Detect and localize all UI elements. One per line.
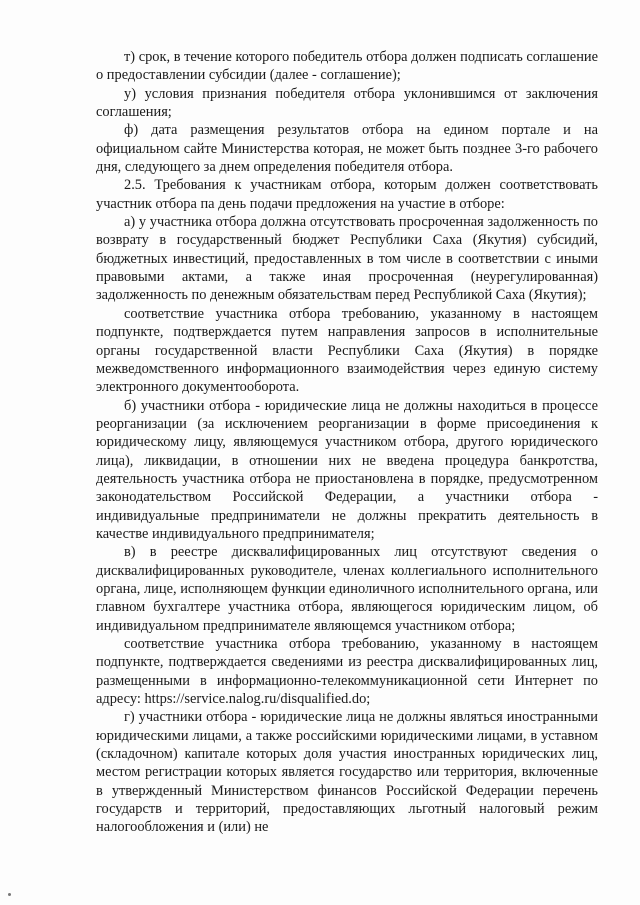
paragraph-item-u: у) условия признания победителя отбора уклонившимся от заключения соглашения; [96,85,598,121]
paragraph-item-a: а) у участника отбора должна отсутствовать просроченная задолженность по возврату в государственный бюджет Республики Саха (Якутия) субсидий, бюджетных инвестиций, предоставленных в том числе в соответствии с иными правовыми актами, а также иная просроченная (неурегулированная) задолженность по денежным обязательствам перед Республикой Саха (Якутия); [96,214,598,304]
paragraph-section-2-5: 2.5. Требования к участникам отбора, которым должен соответствовать участник отбора па день подачи предложения на участие в отборе: [96,177,598,212]
paragraph-compliance-a: соответствие участника отбора требованию, указанному в настоящем подпункте, подтверждается путем направления запросов в исполнительные органы государственной власти Республики Саха (Якутия) в порядке межведомственного информационного взаимодействия через единую систему электронного документооборота. [96,305,598,396]
paragraph-item-g: г) участники отбора - юридические лица не должны являться иностранными юридическими лицами, а также российскими юридическими лицами, в уставном (складочном) капитале которых доля участия иностранных юридических лиц, местом регистрации которых является государство или территория, включенные в утвержденный Министерством финансов Российской Федерации перечень государств и территорий, предоставляющих льготный налоговый режим налогообложения и (или) не [96,709,598,836]
paragraph-compliance-v: соответствие участника отбора требованию, указанному в настоящем подпункте, подтверждается сведениями из реестра дисквалифицированных лиц, размещенными в информационно-телекоммуникационной сети Интернет по адресу: https://service.nalog.ru/disqualified.do; [96,636,598,708]
document-body [96,48,598,837]
paragraph-item-v: в) в реестре дисквалифицированных лиц отсутствуют сведения о дисквалифицированных руководителе, членах коллегиального исполнительного органа, лице, исполняющем функции единоличного исполнительного органа, или главном бухгалтере участника отбора, являющегося юридическим лицом, об индивидуальном предпринимателе являющемся участником отбора; [96,544,598,634]
paragraph-item-b: б) участники отбора - юридические лица не должны находиться в процессе реорганизации (за исключением реорганизации в форме присоединения к юридическому лицу, являющемуся участником отбора, другого юридического лица), ликвидации, в отношении них не введена процедура банкротства, деятельность участника отбора не приостановлена в порядке, предусмотренном законодательством Российской Федерации, а участники отбора - индивидуальные предприниматели не должны прекратить деятельность в качестве индивидуального предпринимателя; [96,397,598,542]
scan-mark [8,893,11,896]
paragraph-item-t: т) срок, в течение которого победитель отбора должен подписать соглашение о предоставлении субсидии (далее - соглашение); [96,49,598,84]
paragraph-item-f: ф) дата размещения результатов отбора на едином портале и на официальном сайте Министерства которая, не может быть позднее 3-го рабочего дня, следующего за днем определения победителя отбора. [96,122,598,176]
